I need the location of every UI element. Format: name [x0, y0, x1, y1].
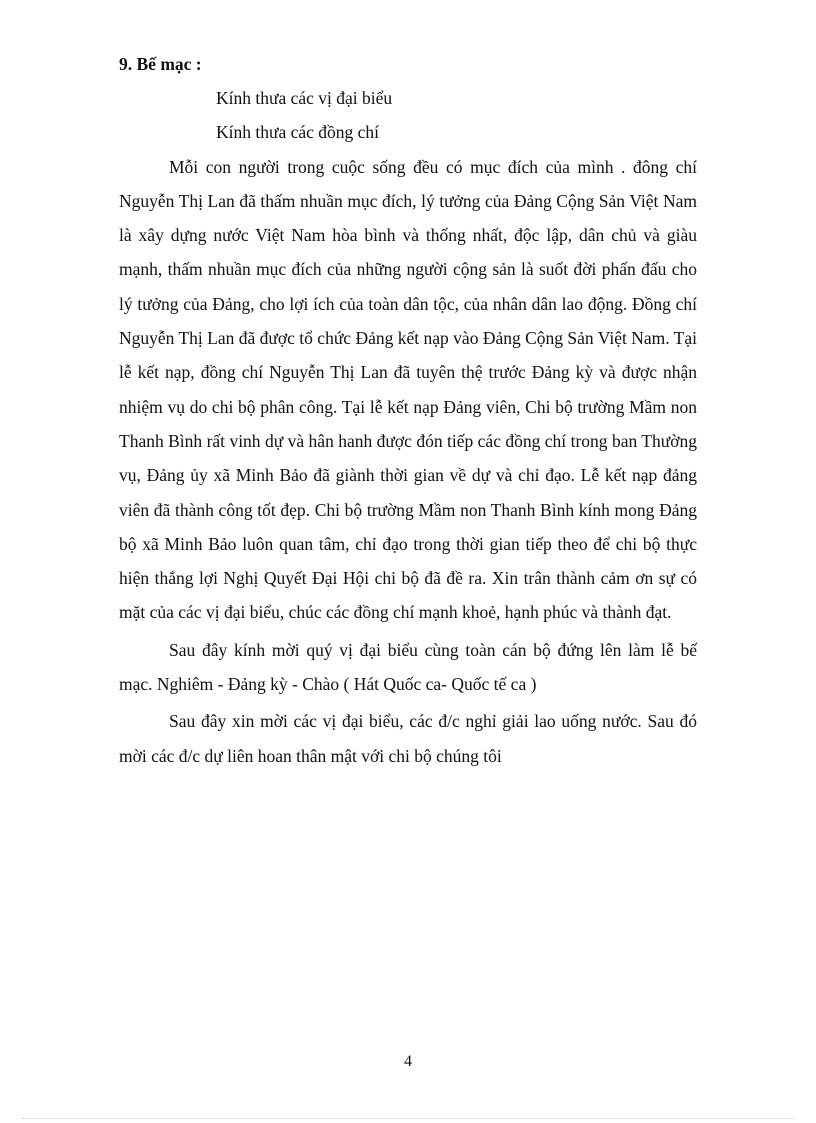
closing-speech-paragraph: Mỗi con người trong cuộc sống đều có mục đích của mình . đông chí Nguyễn Thị Lan đã thấm nhuần mục đích, lý tưởng của Đảng Cộng Sản Việt Nam là xây dựng nước Việt Nam hòa bình và thống nhất, độc lập, dân chủ và giàu mạnh, thấm nhuần mục đích của những người cộng sản là suốt đời phấn đấu cho lý tưởng của Đảng, cho lợi ích của toàn dân tộc, của nhân dân lao động. Đồng chí Nguyễn Thị Lan đã được tổ chức Đảng kết nạp vào Đảng Cộng Sản Việt Nam. Tại lễ kết nạp, đồng chí Nguyễn Thị Lan đã tuyên thệ trước Đảng kỳ và được nhận nhiệm vụ do chi bộ phân công. Tại lễ kết nạp Đảng viên, Chi bộ trường Mầm non Thanh Bình rất vinh dự và hân hanh được đón tiếp các đồng chí trong ban Thường vụ, Đảng ủy xã Minh Bảo đã giành thời gian về dự và chỉ đạo. Lễ kết nạp đảng viên đã thành công tốt đẹp. Chi bộ trường Mầm non Thanh Bình kính mong Đảng bộ xã Minh Bảo luôn quan tâm, chỉ đạo trong thời gian tiếp theo để chi bộ thực hiện thắng lợi Nghị Quyết Đại Hội chi bộ đã đề ra. Xin trân thành cảm ơn sự có mặt của các vị đại biểu, chúc các đồng chí mạnh khoẻ, hạnh phúc và thành đạt.	[119, 156, 697, 623]
page-number: 4	[404, 1053, 412, 1070]
section-heading: 9. Bế mạc :	[119, 54, 202, 74]
salutation-comrades: Kính thưa các đồng chí	[216, 122, 380, 143]
invitation-paragraph: Sau đây xin mời các vị đại biểu, các đ/c nghỉ giải lao uống nước. Sau đó mời các đ/c dự liên hoan thân mật với chi bộ chúng tôi	[119, 711, 697, 766]
page-bottom-divider	[22, 1118, 794, 1119]
page-body	[119, 47, 697, 773]
closing-ceremony-paragraph: Sau đây kính mời quý vị đại biểu cùng toàn cán bộ đứng lên làm lễ bế mạc. Nghiêm - Đảng kỳ - Chào ( Hát Quốc ca- Quốc tế ca )	[119, 639, 697, 695]
salutation-delegates: Kính thưa các vị đại biểu	[216, 88, 393, 108]
